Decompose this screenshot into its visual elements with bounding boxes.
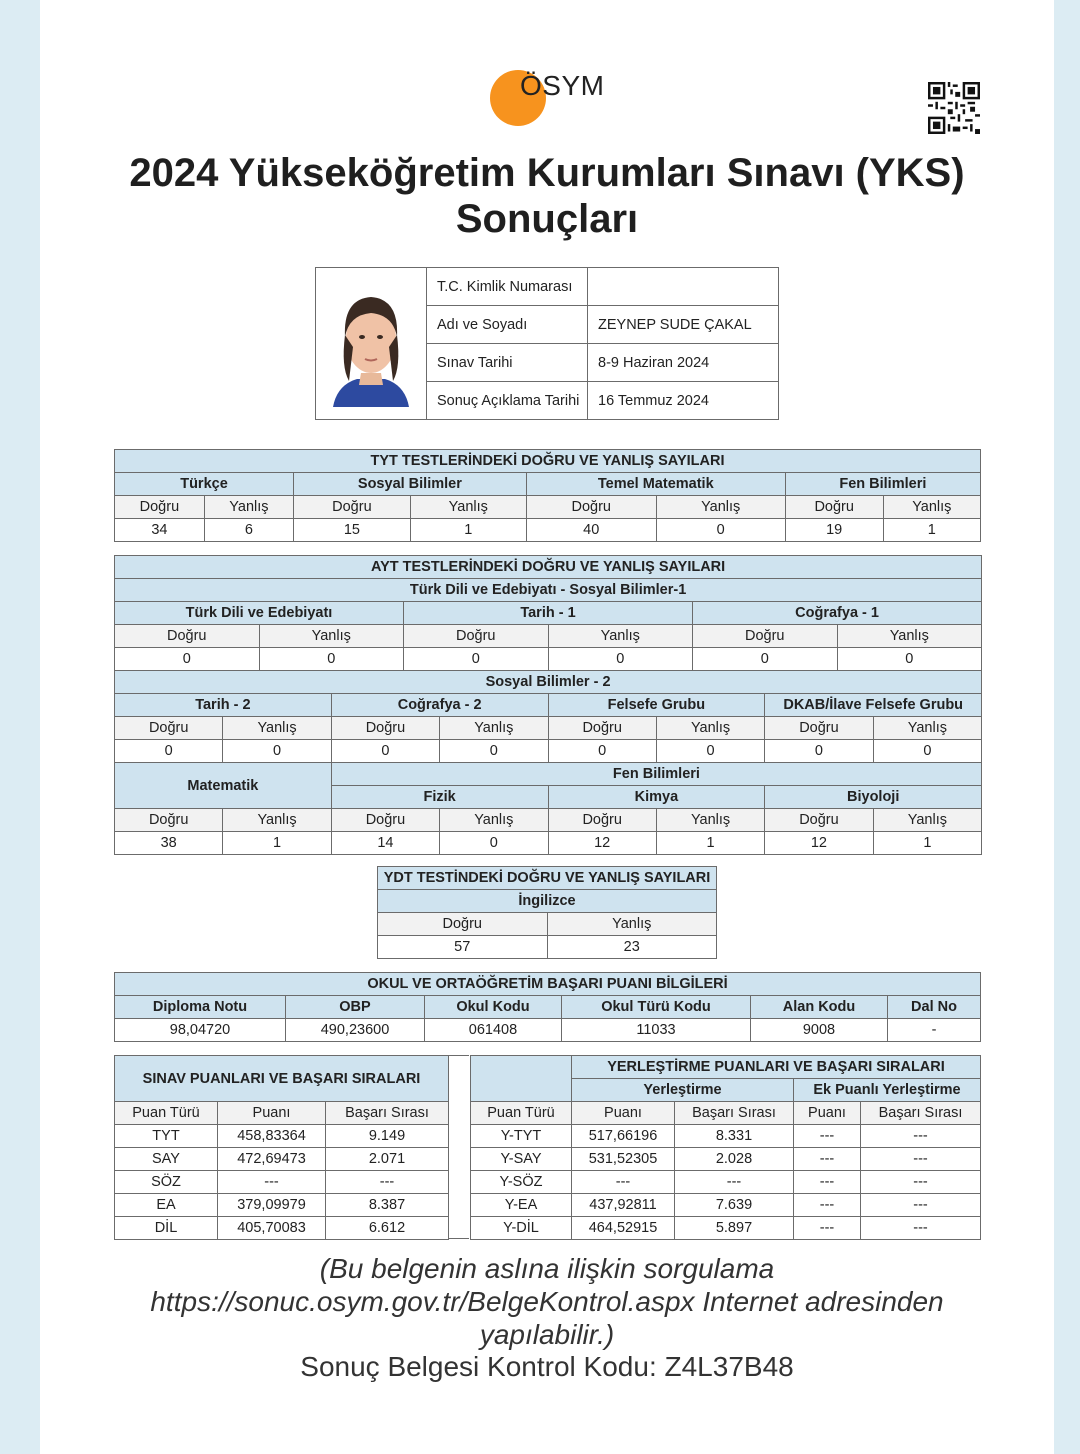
yanlis-label: Yanlış: [410, 496, 526, 519]
dogru-value: 0: [115, 648, 260, 671]
basari-sirasi: 8.387: [326, 1194, 449, 1217]
ayt-group2-title: Sosyal Bilimler - 2: [115, 671, 982, 694]
yanlis-label: Yanlış: [837, 625, 982, 648]
subject-header: Coğrafya - 2: [331, 694, 548, 717]
yanlis-label: Yanlış: [548, 625, 693, 648]
dogru-label: Doğru: [404, 625, 549, 648]
ydt-title: YDT TESTİNDEKİ DOĞRU VE YANLIŞ SAYILARI: [378, 867, 717, 890]
basari-sirasi: 6.612: [326, 1217, 449, 1240]
yanlis-value: 0: [259, 648, 404, 671]
basari-sirasi: 2.028: [675, 1148, 794, 1171]
puan: 472,69473: [218, 1148, 326, 1171]
note-line: yapılabilir.): [479, 1319, 615, 1350]
dogru-value: 40: [526, 519, 656, 542]
subject-header: Türk Dili ve Edebiyatı: [115, 602, 404, 625]
puan: 517,66196: [572, 1125, 675, 1148]
dogru-value: 0: [693, 648, 838, 671]
info-value-name: ZEYNEP SUDE ÇAKAL: [588, 306, 779, 344]
tyt-title: TYT TESTLERİNDEKİ DOĞRU VE YANLIŞ SAYILARI: [115, 450, 981, 473]
dogru-label: Doğru: [331, 809, 439, 832]
yanlis-value: 0: [873, 740, 982, 763]
sinav-header: Puan Türü: [115, 1102, 218, 1125]
yer-header: Puan Türü: [471, 1102, 572, 1125]
dogru-label: Doğru: [548, 809, 656, 832]
dogru-label: Doğru: [693, 625, 838, 648]
dogru-value: 0: [765, 740, 873, 763]
dogru-label: Doğru: [378, 913, 548, 936]
puan-turu: SAY: [115, 1148, 218, 1171]
yanlis-label: Yanlış: [656, 809, 764, 832]
dogru-value: 0: [548, 740, 656, 763]
yanlis-value: 0: [440, 832, 548, 855]
yanlis-label: Yanlış: [656, 717, 764, 740]
okul-header: Alan Kodu: [751, 996, 888, 1019]
ayt-group1-title: Türk Dili ve Edebiyatı - Sosyal Bilimler-1: [115, 579, 982, 602]
ayt-title: AYT TESTLERİNDEKİ DOĞRU VE YANLIŞ SAYILARI: [115, 556, 982, 579]
dogru-value: 38: [115, 832, 223, 855]
ek-puan: ---: [794, 1171, 861, 1194]
puan: 379,09979: [218, 1194, 326, 1217]
ek-basari-sirasi: ---: [861, 1148, 981, 1171]
yanlis-label: Yanlış: [873, 717, 982, 740]
dogru-label: Doğru: [765, 809, 873, 832]
control-code: Sonuç Belgesi Kontrol Kodu: Z4L37B48: [300, 1351, 794, 1382]
yanlis-value: 0: [440, 740, 548, 763]
subject-header-ingilizce: İngilizce: [378, 890, 717, 913]
page-title: 2024 Yükseköğretim Kurumları Sınavı (YKS) Sonuçları: [129, 151, 965, 241]
puan: 437,92811: [572, 1194, 675, 1217]
subject-header: Tarih - 2: [115, 694, 332, 717]
note-line: (Bu belgenin aslına ilişkin sorgulama: [319, 1253, 775, 1284]
dogru-label: Doğru: [294, 496, 411, 519]
yanlis-label: Yanlış: [259, 625, 404, 648]
puan: 531,52305: [572, 1148, 675, 1171]
yanlis-label: Yanlış: [223, 717, 331, 740]
puan-turu: DİL: [115, 1217, 218, 1240]
basari-sirasi: 8.331: [675, 1125, 794, 1148]
puan-turu: Y-SÖZ: [471, 1171, 572, 1194]
info-value-exam-date: 8-9 Haziran 2024: [588, 344, 779, 382]
okul-header: Diploma Notu: [115, 996, 286, 1019]
yanlis-value: 23: [547, 936, 717, 959]
okul-header: Dal No: [888, 996, 981, 1019]
yer-header: Puanı: [572, 1102, 675, 1125]
candidate-info-table: [315, 267, 779, 420]
dogru-label: Doğru: [115, 717, 223, 740]
dogru-label: Doğru: [115, 809, 223, 832]
subject-header: Coğrafya - 1: [693, 602, 982, 625]
subject-header-matematik: Matematik: [115, 763, 332, 809]
yer-sub2: Ek Puanlı Yerleştirme: [794, 1079, 981, 1102]
osym-logo: [490, 68, 620, 128]
yanlis-value: 1: [410, 519, 526, 542]
puan: 464,52915: [572, 1217, 675, 1240]
yanlis-label: Yanlış: [883, 496, 980, 519]
ek-puan: ---: [794, 1125, 861, 1148]
info-label: Sınav Tarihi: [427, 344, 588, 382]
sinav-header: Başarı Sırası: [326, 1102, 449, 1125]
dogru-value: 0: [404, 648, 549, 671]
okul-header: Okul Türü Kodu: [562, 996, 751, 1019]
ydt-table: [377, 866, 717, 959]
ek-basari-sirasi: ---: [861, 1194, 981, 1217]
basari-sirasi: 2.071: [326, 1148, 449, 1171]
dogru-value: 12: [765, 832, 873, 855]
logo-text: ÖSYM: [520, 70, 605, 101]
yanlis-value: 0: [656, 519, 785, 542]
dogru-label: Doğru: [765, 717, 873, 740]
note-url-line: https://sonuc.osym.gov.tr/BelgeKontrol.aspx Internet adresinden: [150, 1286, 944, 1317]
subject-header: Fizik: [331, 786, 548, 809]
yer-corner: [471, 1056, 572, 1102]
okul-turu-kodu-value: 11033: [562, 1019, 751, 1042]
yer-header: Başarı Sırası: [675, 1102, 794, 1125]
candidate-photo: [316, 268, 427, 420]
info-label: T.C. Kimlik Numarası: [427, 268, 588, 306]
dogru-value: 12: [548, 832, 656, 855]
info-value-result-date: 16 Temmuz 2024: [588, 382, 779, 420]
verification-note: [40, 1252, 1054, 1351]
okul-title: OKUL VE ORTAÖĞRETİM BAŞARI PUANI BİLGİLERİ: [115, 973, 981, 996]
dogru-value: 14: [331, 832, 439, 855]
alan-kodu-value: 9008: [751, 1019, 888, 1042]
table-gap: [448, 1055, 469, 1239]
yanlis-value: 0: [656, 740, 764, 763]
yanlis-label: Yanlış: [547, 913, 717, 936]
subject-header: Sosyal Bilimler: [294, 473, 527, 496]
qr-code-icon: [928, 82, 980, 134]
ek-basari-sirasi: ---: [861, 1171, 981, 1194]
subject-header: Temel Matematik: [526, 473, 785, 496]
info-label: Adı ve Soyadı: [427, 306, 588, 344]
yanlis-value: 1: [656, 832, 764, 855]
info-value-tc: [588, 268, 779, 306]
fen-bilimleri-header: Fen Bilimleri: [331, 763, 981, 786]
subject-header: Fen Bilimleri: [785, 473, 980, 496]
ayt-table: [114, 555, 982, 855]
puan-turu: EA: [115, 1194, 218, 1217]
sinav-header: Puanı: [218, 1102, 326, 1125]
puan: ---: [572, 1171, 675, 1194]
basari-sirasi: 7.639: [675, 1194, 794, 1217]
dogru-value: 0: [115, 740, 223, 763]
dogru-label: Doğru: [331, 717, 439, 740]
yanlis-value: 1: [883, 519, 980, 542]
dogru-label: Doğru: [115, 625, 260, 648]
ek-basari-sirasi: ---: [861, 1125, 981, 1148]
yanlis-value: 0: [223, 740, 331, 763]
ek-basari-sirasi: ---: [861, 1217, 981, 1240]
yanlis-label: Yanlış: [440, 717, 548, 740]
puan-turu: Y-SAY: [471, 1148, 572, 1171]
yanlis-label: Yanlış: [873, 809, 982, 832]
subject-header: DKAB/İlave Felsefe Grubu: [765, 694, 982, 717]
dogru-label: Doğru: [115, 496, 205, 519]
subject-header: Biyoloji: [765, 786, 982, 809]
ek-puan: ---: [794, 1148, 861, 1171]
yer-header: Puanı: [794, 1102, 861, 1125]
subject-header: Tarih - 1: [404, 602, 693, 625]
yanlis-value: 1: [873, 832, 982, 855]
dogru-label: Doğru: [548, 717, 656, 740]
yanlis-label: Yanlış: [440, 809, 548, 832]
dogru-label: Doğru: [785, 496, 883, 519]
puan: ---: [218, 1171, 326, 1194]
ek-puan: ---: [794, 1194, 861, 1217]
person-photo-icon: [323, 277, 419, 407]
yer-header: Başarı Sırası: [861, 1102, 981, 1125]
okul-header: OBP: [286, 996, 425, 1019]
dal-no-value: -: [888, 1019, 981, 1042]
puan-turu: SÖZ: [115, 1171, 218, 1194]
yerlestirme-table: [470, 1055, 981, 1240]
dogru-value: 34: [115, 519, 205, 542]
puan: 458,83364: [218, 1125, 326, 1148]
subject-header: Türkçe: [115, 473, 294, 496]
tyt-table: [114, 449, 981, 542]
basari-sirasi: 9.149: [326, 1125, 449, 1148]
obp-value: 490,23600: [286, 1019, 425, 1042]
yanlis-label: Yanlış: [223, 809, 331, 832]
dogru-label: Doğru: [526, 496, 656, 519]
dogru-value: 19: [785, 519, 883, 542]
okul-kodu-value: 061408: [425, 1019, 562, 1042]
yanlis-label: Yanlış: [204, 496, 293, 519]
okul-header: Okul Kodu: [425, 996, 562, 1019]
yanlis-label: Yanlış: [656, 496, 785, 519]
basari-sirasi: ---: [326, 1171, 449, 1194]
yanlis-value: 0: [837, 648, 982, 671]
puan-turu: Y-DİL: [471, 1217, 572, 1240]
diploma-notu-value: 98,04720: [115, 1019, 286, 1042]
info-label: Sonuç Açıklama Tarihi: [427, 382, 588, 420]
puan-turu: TYT: [115, 1125, 218, 1148]
okul-table: [114, 972, 981, 1042]
subject-header: Kimya: [548, 786, 765, 809]
dogru-value: 0: [331, 740, 439, 763]
yanlis-value: 0: [548, 648, 693, 671]
yanlis-value: 6: [204, 519, 293, 542]
dogru-value: 57: [378, 936, 548, 959]
puan: 405,70083: [218, 1217, 326, 1240]
ek-puan: ---: [794, 1217, 861, 1240]
dogru-value: 15: [294, 519, 411, 542]
sinav-title: SINAV PUANLARI VE BAŞARI SIRALARI: [115, 1056, 449, 1102]
puan-turu: Y-TYT: [471, 1125, 572, 1148]
basari-sirasi: ---: [675, 1171, 794, 1194]
yer-title: YERLEŞTİRME PUANLARI VE BAŞARI SIRALARI: [572, 1056, 981, 1079]
yer-sub1: Yerleştirme: [572, 1079, 794, 1102]
yanlis-value: 1: [223, 832, 331, 855]
sinav-puanlari-table: [114, 1055, 449, 1240]
basari-sirasi: 5.897: [675, 1217, 794, 1240]
subject-header: Felsefe Grubu: [548, 694, 765, 717]
puan-turu: Y-EA: [471, 1194, 572, 1217]
